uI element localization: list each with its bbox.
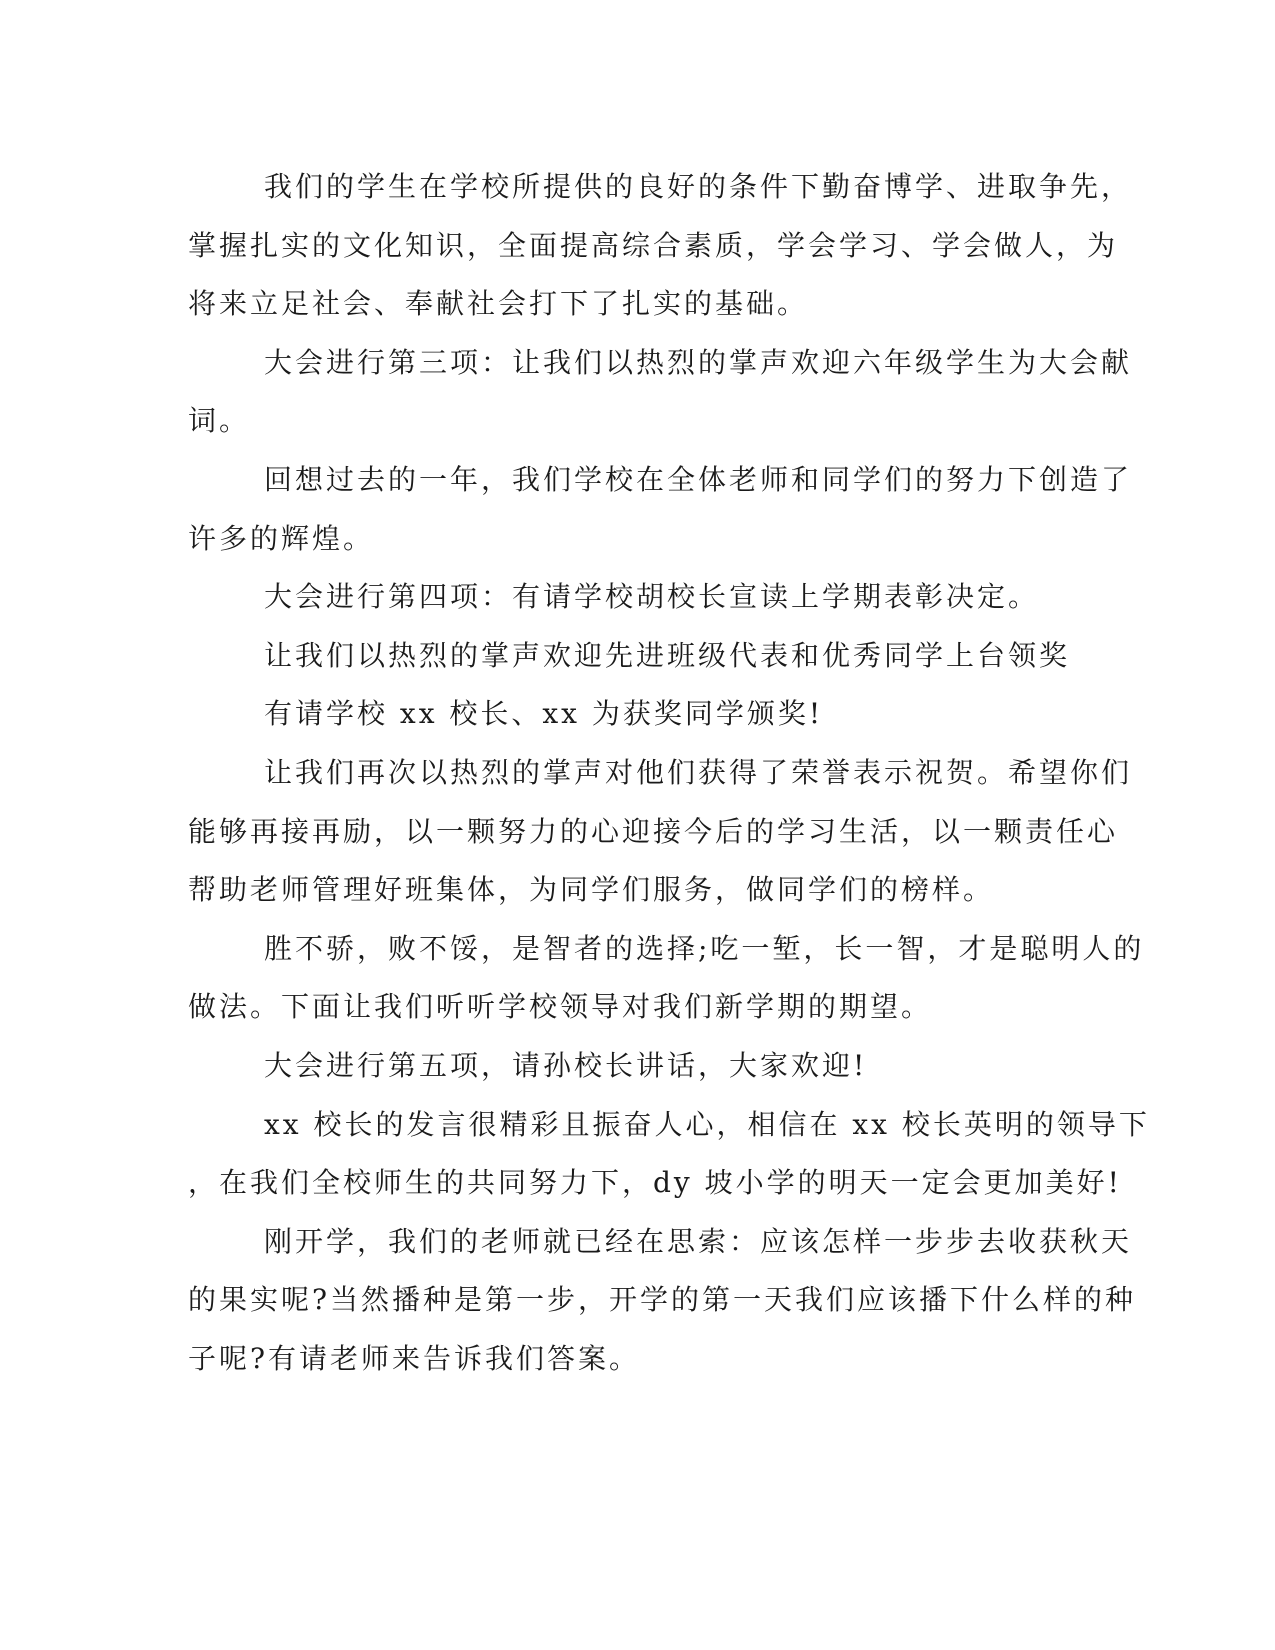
text-line: 有请学校 xx 校长、xx 为获奖同学颁奖! <box>264 697 824 731</box>
text-line: 许多的辉煌。 <box>188 521 375 555</box>
paragraph <box>188 451 1133 568</box>
text-line: 让我们以热烈的掌声欢迎先进班级代表和优秀同学上台领奖 <box>264 638 1071 672</box>
paragraph <box>188 158 1133 334</box>
text-line: 词。 <box>188 404 251 438</box>
text-line: 的果实呢?当然播种是第一步，开学的第一天我们应该播下什么样的种 <box>188 1283 1137 1317</box>
text-line: 刚开学，我们的老师就已经在思索：应该怎样一步步去收获秋天 <box>264 1224 1133 1258</box>
paragraph <box>188 1096 1150 1213</box>
paragraph <box>188 920 1145 1037</box>
paragraph <box>188 685 1078 744</box>
text-line: 做法。下面让我们听听学校领导对我们新学期的期望。 <box>188 990 933 1024</box>
paragraph <box>188 1037 1078 1096</box>
paragraph <box>188 568 1078 627</box>
text-line: 大会进行第五项，请孙校长讲话，大家欢迎! <box>264 1048 868 1082</box>
text-line: 回想过去的一年，我们学校在全体老师和同学们的努力下创造了 <box>264 462 1133 496</box>
text-line: ，在我们全校师生的共同努力下，dy 坡小学的明天一定会更加美好! <box>188 1166 1122 1200</box>
text-line: 大会进行第三项：让我们以热烈的掌声欢迎六年级学生为大会献 <box>264 345 1133 379</box>
text-line: 胜不骄，败不馁，是智者的选择;吃一堑，长一智，才是聪明人的 <box>264 931 1145 965</box>
text-line: 让我们再次以热烈的掌声对他们获得了荣誉表示祝贺。希望你们 <box>264 755 1133 789</box>
paragraph <box>188 334 1133 451</box>
paragraph <box>188 1213 1137 1389</box>
text-line: 将来立足社会、奉献社会打下了扎实的基础。 <box>188 287 809 321</box>
text-line: 掌握扎实的文化知识，全面提高综合素质，学会学习、学会做人，为 <box>188 228 1119 262</box>
paragraph <box>188 627 1078 686</box>
document-body <box>188 158 1150 1388</box>
paragraph <box>188 744 1133 920</box>
text-line: 能够再接再励，以一颗努力的心迎接今后的学习生活，以一颗责任心 <box>188 814 1119 848</box>
text-line: 大会进行第四项：有请学校胡校长宣读上学期表彰决定。 <box>264 580 1040 614</box>
text-line: xx 校长的发言很精彩且振奋人心，相信在 xx 校长英明的领导下 <box>264 1107 1150 1141</box>
text-line: 帮助老师管理好班集体，为同学们服务，做同学们的榜样。 <box>188 873 995 907</box>
text-line: 我们的学生在学校所提供的良好的条件下勤奋博学、进取争先， <box>264 170 1133 203</box>
text-line: 子呢?有请老师来告诉我们答案。 <box>188 1341 641 1375</box>
